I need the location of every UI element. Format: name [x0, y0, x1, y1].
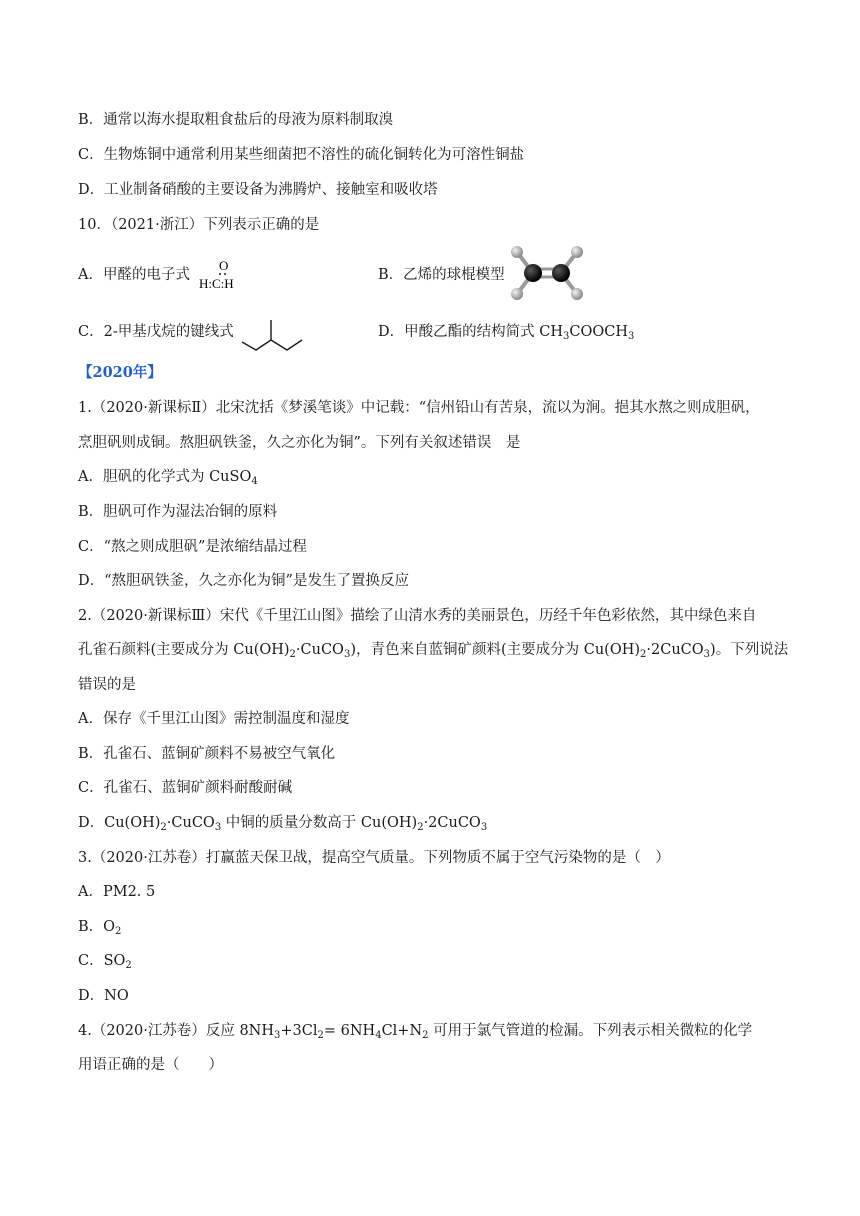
- hydrogen-atom: [511, 288, 523, 300]
- q2-option-d: D．$Cu(OH)_2\cdot CuCO_3$ 中铜的质量分数高于 $Cu(OH)_2\cdot 2CuCO_3$: [78, 815, 488, 833]
- q1-option-d: D．“熬胆矾铁釜，久之亦化为铜”是发生了置换反应: [78, 573, 409, 589]
- q10-option-a: A．甲醛的电子式: [78, 267, 190, 283]
- q2-stem-line1: 2.（2020·新课标Ⅲ）宋代《千里江山图》描绘了山清水秀的美丽景色，历经千年色彩依然，其中绿色来自: [78, 608, 757, 624]
- q2-stem-line3: 错误的是: [78, 677, 136, 693]
- 2-methylpentane-skeletal-formula: [240, 318, 306, 352]
- q3-option-d: D．NO: [78, 988, 129, 1004]
- hydrogen-atom: [571, 288, 583, 300]
- q1-option-b: B．胆矾可作为湿法冶铜的原料: [78, 504, 278, 520]
- q4-stem-line1: 4.（2020·江苏卷）反应 $8NH_3+3Cl_2= 6NH_4Cl+N_2$ 可用于氯气管道的检漏。下列表示相关微粒的化学: [78, 1023, 753, 1041]
- q3-option-c: C．$SO_2$: [78, 953, 132, 971]
- q3-option-a: A．PM2. 5: [78, 884, 156, 900]
- q9-option-c: C．生物炼铜中通常利用某些细菌把不溶性的硫化铜转化为可溶性铜盐: [78, 147, 525, 163]
- q1-stem-line1: 1.（2020·新课标Ⅱ）北宋沈括《梦溪笔谈》中记载：“信州铅山有苦泉，流以为涧。挹其水熬之则成胆矾，: [78, 400, 760, 416]
- q3-stem: 3.（2020·江苏卷）打赢蓝天保卫战，提高空气质量。下列物质不属于空气污染物的是（ ）: [78, 850, 670, 866]
- q1-option-a: A．胆矾的化学式为 CuSO$_4$: [78, 469, 258, 487]
- q10-stem: 10．（2021·浙江）下列表示正确的是: [78, 217, 320, 233]
- q10-option-d: D．甲酸乙酯的结构简式 $CH_3COOCH_3$: [378, 324, 635, 342]
- q10-option-c: C．2-甲基戊烷的键线式: [78, 324, 234, 340]
- q2-option-b: B．孔雀石、蓝铜矿颜料不易被空气氧化: [78, 746, 336, 762]
- hydrogen-atom: [511, 246, 523, 258]
- q2-option-a: A．保存《千里江山图》需控制温度和湿度: [78, 711, 350, 727]
- carbon-atom: [552, 264, 570, 282]
- q1-option-c: C．“熬之则成胆矾”是浓缩结晶过程: [78, 539, 307, 555]
- q2-option-c: C．孔雀石、蓝铜矿颜料耐酸耐碱: [78, 780, 293, 796]
- q3-option-b: B．$O_2$: [78, 919, 122, 937]
- formaldehyde-electron-formula: [197, 258, 249, 292]
- formaldehyde-hch: H:C:H: [199, 276, 234, 291]
- hydrogen-atom: [571, 246, 583, 258]
- section-heading-2020: 【2020年】: [78, 364, 162, 381]
- q4-stem-line2: 用语正确的是（ ）: [78, 1057, 223, 1073]
- q10-option-b: B．乙烯的球棍模型: [378, 267, 505, 283]
- q9-option-b: B．通常以海水提取粗食盐后的母液为原料制取溴: [78, 112, 394, 128]
- ethylene-ball-stick-model: [508, 244, 584, 302]
- carbon-atom: [524, 264, 542, 282]
- q9-option-d: D．工业制备硝酸的主要设备为沸腾炉、接触室和吸收塔: [78, 182, 438, 198]
- formaldehyde-o: O: [219, 258, 229, 273]
- q1-stem-line2: 烹胆矾则成铜。熬胆矾铁釜，久之亦化为铜”。下列有关叙述错误 是: [78, 435, 521, 451]
- q2-stem-line2: 孔雀石颜料(主要成分为 $Cu(OH)_2\cdot CuCO_3$)，青色来自蓝铜矿颜料(主要成分为 $Cu(OH)_2\cdot 2CuCO_3$)。下列说法: [78, 642, 789, 660]
